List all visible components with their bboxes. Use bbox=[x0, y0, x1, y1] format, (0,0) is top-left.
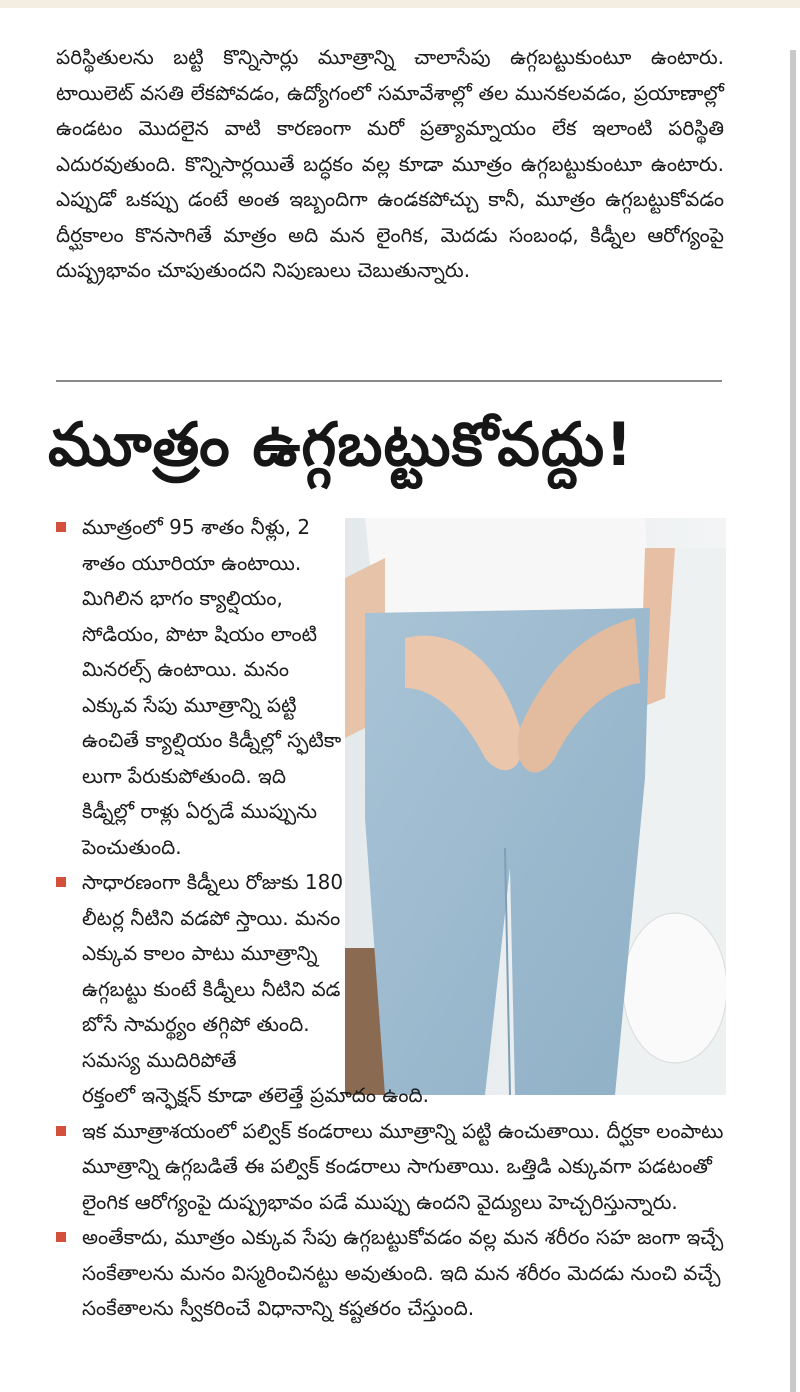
intro-paragraph: పరిస్థితులను బట్టి కొన్నిసార్లు మూత్రాన్ని చాలాసేపు ఉగ్గబట్టుకుంటూ ఉంటారు. టాయిలెట్ వసతి లేకపోవడం, ఉద్యోగంలో సమావేశాల్లో తల మునకలవడం, ప్రయాణాల్లో ఉండటం మొదలైన వాటి కారణంగా మరో ప్రత్యామ్నాయం లేక ఇలాంటి పరిస్థితి ఎదురవుతుంది. కొన్నిసార్లయితే బద్ధకం వల్ల కూడా మూత్రం ఉగ్గబట్టుకుంటూ ఉంటారు. ఎప్పుడో ఒకప్పు డంటే అంత ఇబ్బందిగా ఉండకపోచ్చు కానీ, మూత్రం ఉగ్గబట్టుకోవడం దీర్ఘకాలం కొనసాగితే మాత్రం అది మన లైంగిక, మెదడు సంబంధ, కిడ్నీల ఆరోగ్యంపై దుష్ప్రభావం చూపుతుందని నిపుణులు చెబుతున్నారు. bbox=[56, 45, 724, 282]
square-bullet-icon bbox=[56, 522, 66, 532]
square-bullet-icon bbox=[56, 1126, 66, 1136]
bullet-list bbox=[56, 510, 728, 1327]
headline: మూత్రం ఉగ్గబట్టుకోవద్దు! bbox=[48, 410, 634, 480]
top-edge-strip bbox=[0, 0, 800, 8]
section-divider bbox=[56, 380, 722, 382]
bullet-text: ఇక మూత్రాశయంలో పల్విక్ కండరాలు మూత్రాన్ని పట్టి ఉంచుతాయి. దీర్ఘకా లంపాటు మూత్రాన్ని ఉగ్గబడితే ఈ పల్విక్ కండరాలు సాగుతాయి. ఒత్తిడి ఎక్కువగా పడటంతో లైంగిక ఆరోగ్యంపై దుష్ప్రభావం పడే ముప్పు ఉందని వైద్యులు హెచ్చరిస్తున్నారు. bbox=[82, 1118, 724, 1214]
square-bullet-icon bbox=[56, 877, 66, 887]
list-item bbox=[56, 1114, 728, 1221]
list-item bbox=[56, 865, 728, 1114]
bullet-text: మూత్రంలో 95 శాతం నీళ్లు, 2 శాతం యూరియా ఉంటాయి. మిగిలిన భాగం క్యాల్షియం, సోడియం, పొటా షియం లాంటి మినరల్స్ ఉంటాయి. మనం ఎక్కువ సేపు మూత్రాన్ని పట్టి ఉంచితే క్యాల్షియం కిడ్నీల్లో స్ఫటికా లుగా పేరుకుపోతుంది. ఇది కిడ్నీల్లో రాళ్లు ఏర్పడే ముప్పును పెంచుతుంది. bbox=[82, 515, 342, 859]
bullet-text: అంతేకాదు, మూత్రం ఎక్కువ సేపు ఉగ్గబట్టుకోవడం వల్ల మన శరీరం సహ జంగా ఇచ్చే సంకేతాలను మనం విస్మరించినట్టు అవుతుంది. ఇది మన శరీరం మెదడు నుంచి వచ్చే సంకేతాలను స్వీకరించే విధానాన్ని కష్టతరం చేస్తుంది. bbox=[82, 1225, 724, 1320]
page-margin-rule bbox=[790, 50, 796, 1392]
list-item bbox=[56, 510, 728, 865]
bullet-text: సాధారణంగా కిడ్నీలు రోజుకు 180 లీటర్ల నీటిని వడపో స్తాయి. మనం ఎక్కువ కాలం పాటు మూత్రాన్ని ఉగ్గబట్టు కుంటే కిడ్నీలు నీటిని వడ బోసే సామర్థ్యం తగ్గిపో తుంది. సమస్య ముదిరిపోతే bbox=[82, 870, 344, 1072]
bullet-text-continuation: రక్తంలో ఇన్ఫెక్షన్ కూడా తలెత్తే ప్రమాదం ఉంది. bbox=[82, 1083, 430, 1107]
list-item bbox=[56, 1220, 728, 1327]
square-bullet-icon bbox=[56, 1232, 66, 1242]
